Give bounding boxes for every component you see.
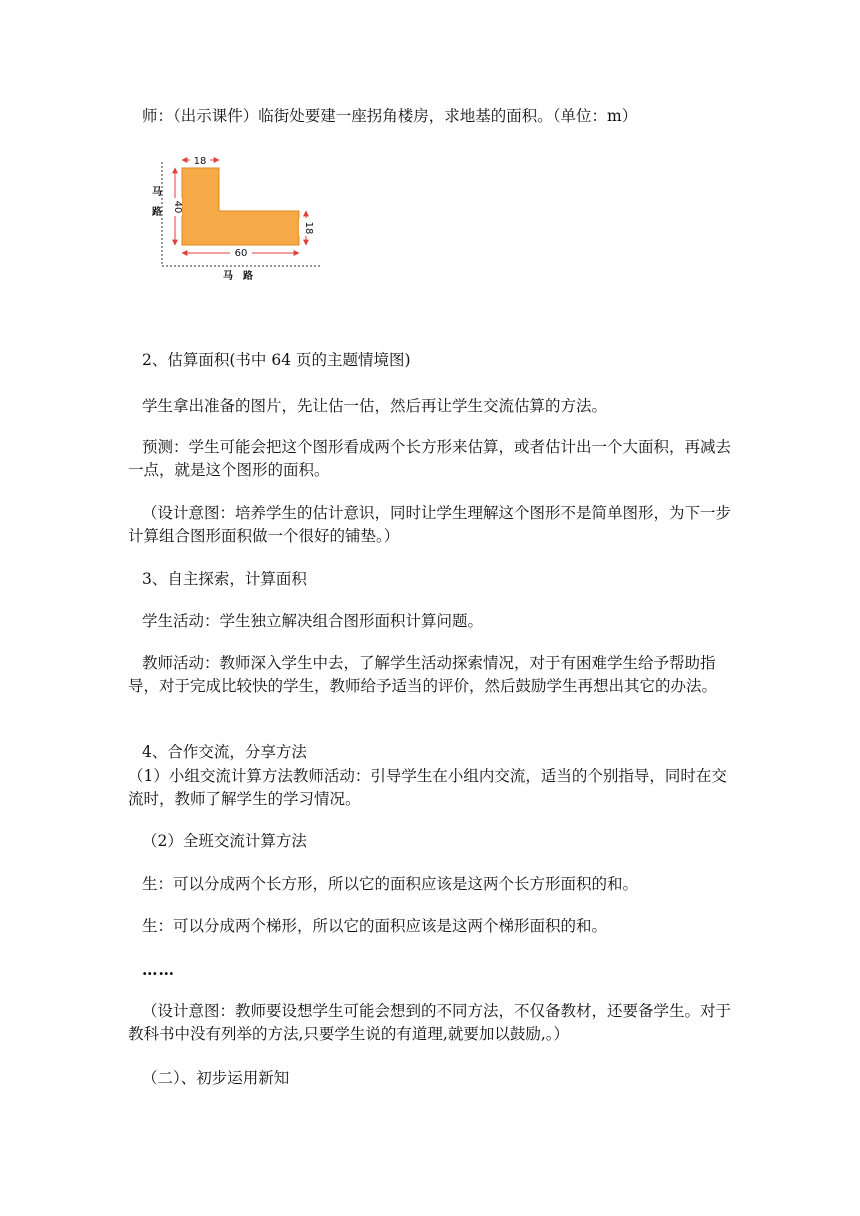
section-2-paragraph-1: 学生拿出准备的图片，先让估一估，然后再让学生交流估算的方法。 xyxy=(142,397,608,415)
road-label-left: 马路 xyxy=(149,186,161,226)
dim-bottom-label: 60 xyxy=(234,248,248,259)
section-heading-2: （二）、初步运用新知 xyxy=(142,1069,290,1087)
section-3-paragraph-2: 教师活动：教师深入学生中去，了解学生活动探索情况，对于有困难学生给予帮助指导，对于完成比较快的学生，教师给予适当的评价，然后鼓励学生再想出其它的办法。 xyxy=(128,654,718,695)
intro-paragraph: 师：（出示课件）临街处要建一座拐角楼房，求地基的面积。（单位：m） xyxy=(142,107,638,125)
dim-left-label: 40 xyxy=(172,200,183,214)
l-shape-figure xyxy=(138,148,328,288)
section-2-paragraph-2: 预测：学生可能会把这个图形看成两个长方形来估算，或者估计出一个大面积，再减去一点，就是这个图形的面积。 xyxy=(128,438,732,479)
section-2-design-note: （设计意图：培养学生的估计意识，同时让学生理解这个图形不是简单图形，为下一步计算组合图形面积做一个很好的铺垫。） xyxy=(128,504,732,545)
road-label-bottom: 马 路 xyxy=(223,271,253,282)
dim-top-label: 18 xyxy=(193,156,207,167)
section-4-paragraph-4: 生：可以分成两个梯形，所以它的面积应该是这两个梯形面积的和。 xyxy=(142,917,608,935)
section-2-title: 2、估算面积(书中 64 页的主题情境图) xyxy=(142,351,411,369)
section-4-paragraph-3: 生：可以分成两个长方形，所以它的面积应该是这两个长方形面积的和。 xyxy=(142,875,639,893)
section-4-paragraph-2: （2）全班交流计算方法 xyxy=(142,832,307,850)
section-3-title: 3、自主探索，计算面积 xyxy=(142,570,307,588)
section-3-paragraph-1: 学生活动：学生独立解决组合图形面积计算问题。 xyxy=(142,612,484,630)
section-4-paragraph-1: （1）小组交流计算方法教师活动：引导学生在小组内交流，适当的个别指导，同时在交流时，教师了解学生的学习情况。 xyxy=(128,767,727,808)
ellipsis: …… xyxy=(142,960,175,979)
l-shape xyxy=(182,168,299,245)
section-4-design-note: （设计意图：教师要设想学生可能会想到的不同方法，不仅备教材，还要备学生。对于教科书中没有列举的方法,只要学生说的有道理,就要加以鼓励,。） xyxy=(128,1002,732,1043)
dim-right-label: 18 xyxy=(303,221,314,235)
section-4-title: 4、合作交流，分享方法 xyxy=(142,743,307,761)
